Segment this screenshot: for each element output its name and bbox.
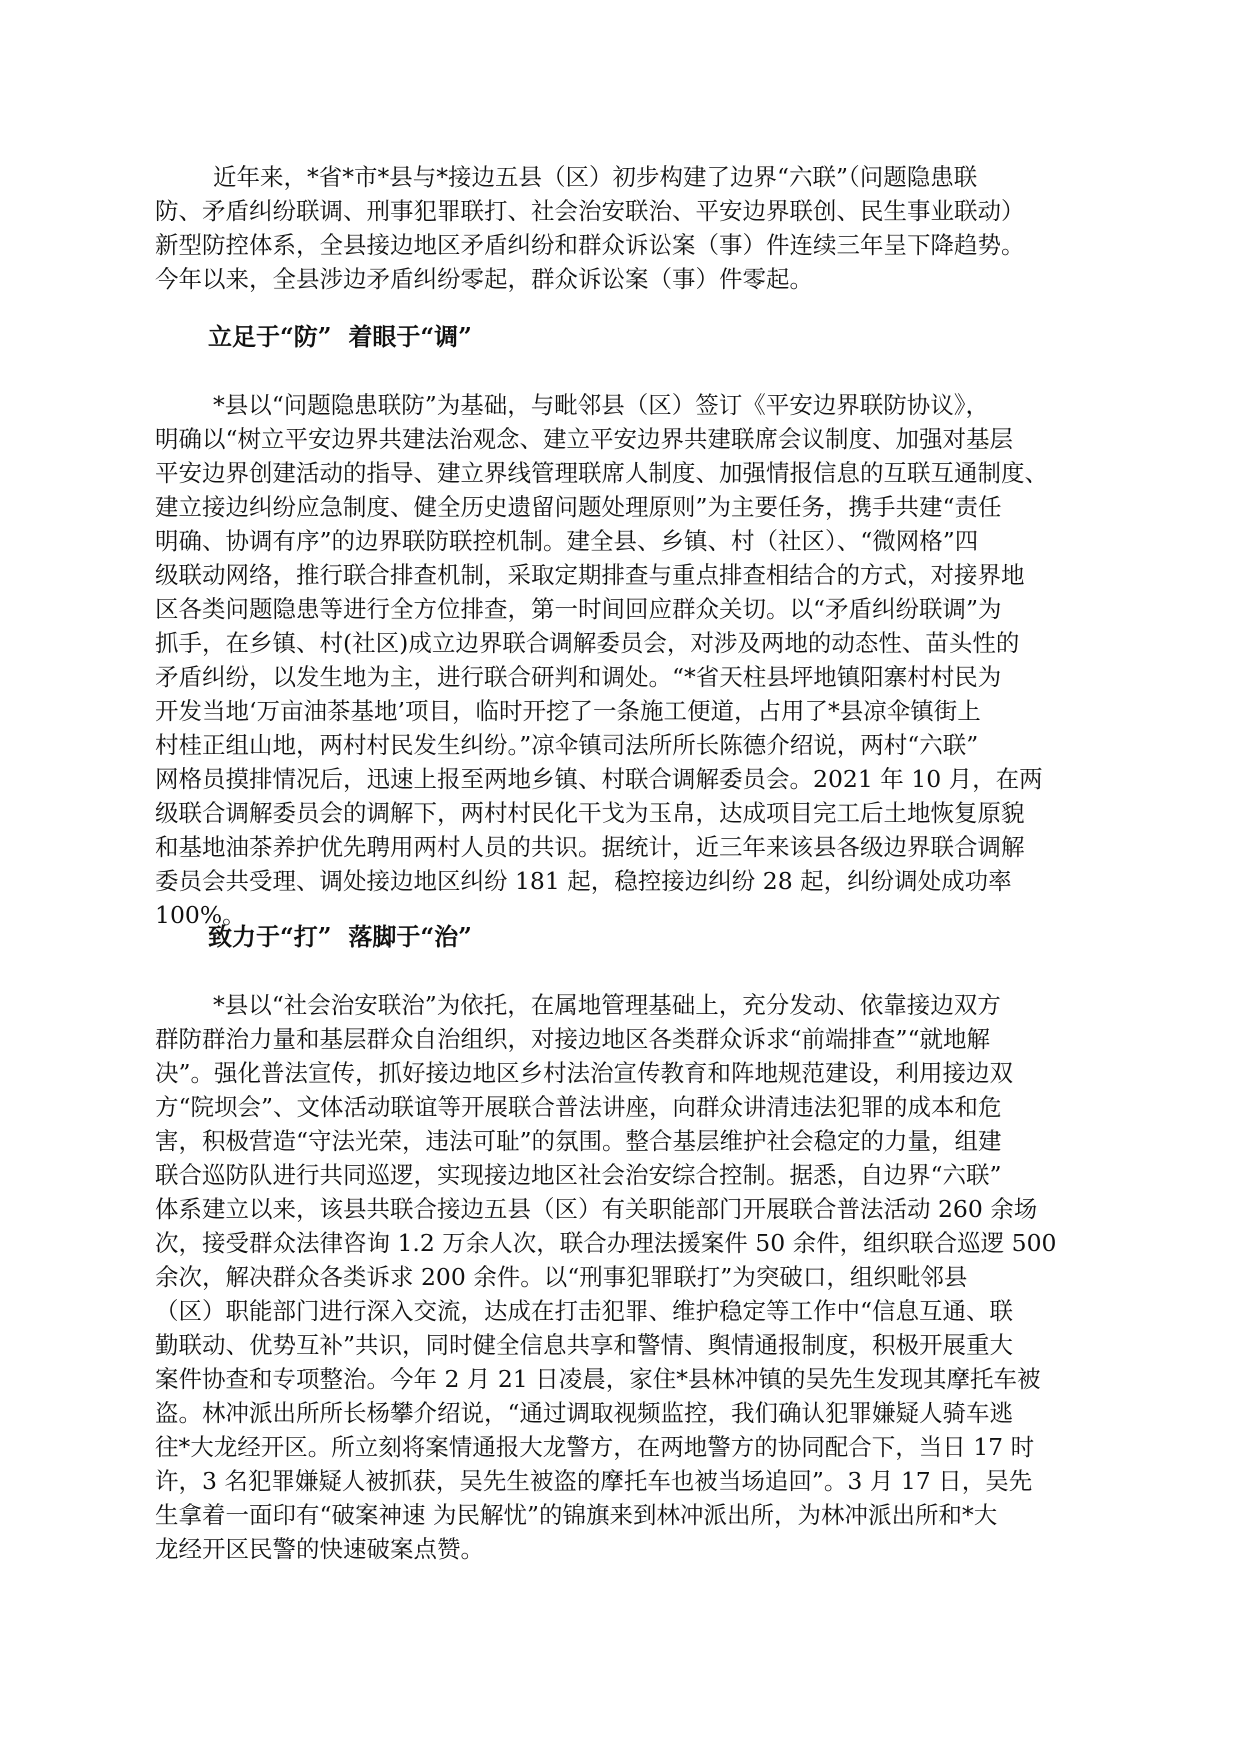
text-line: 许，3 名犯罪嫌疑人被抓获，吴先生被盗的摩托车也被当场追回”。3 月 17 日，吴先 (155, 1467, 1033, 1495)
text-line: 防、矛盾纠纷联调、刑事犯罪联打、社会治安联治、平安边界联创、民生事业联动） (155, 197, 1025, 225)
text-line: 100%。 (155, 901, 246, 929)
text-line: 委员会共受理、调处接边地区纠纷 181 起，稳控接边纠纷 28 起，纠纷调处成功率 (155, 867, 1012, 895)
paragraph-section-2 (155, 988, 1085, 1566)
text-line: *县以“社会治安联治”为依托，在属地管理基础上，充分发动、依靠接边双方 (213, 991, 1001, 1019)
paragraph-intro (155, 160, 1085, 296)
section-heading-2: 致力于“打” 落脚于“治” (208, 922, 472, 951)
text-line: 勤联动、优势互补”共识，同时健全信息共享和警情、舆情通报制度，积极开展重大 (155, 1331, 1014, 1359)
paragraph-section-1 (155, 388, 1085, 932)
text-line: 网格员摸排情况后，迅速上报至两地乡镇、村联合调解委员会。2021 年 10 月，在两 (155, 765, 1043, 793)
text-line: 新型防控体系，全县接边地区矛盾纠纷和群众诉讼案（事）件连续三年呈下降趋势。 (155, 231, 1025, 259)
text-line: 群防群治力量和基层群众自治组织，对接边地区各类群众诉求“前端排查”“就地解 (155, 1025, 991, 1053)
text-line: 矛盾纠纷，以发生地为主，进行联合研判和调处。“*省天柱县坪地镇阳寨村村民为 (155, 663, 1002, 691)
text-line: 余次，解决群众各类诉求 200 余件。以“刑事犯罪联打”为突破口，组织毗邻县 (155, 1263, 968, 1291)
text-line: （区）职能部门进行深入交流，达成在打击犯罪、维护稳定等工作中“信息互通、联 (155, 1297, 1014, 1325)
text-line: 盗。林冲派出所所长杨攀介绍说，“通过调取视频监控，我们确认犯罪嫌疑人骑车逃 (155, 1399, 1014, 1427)
text-line: 往*大龙经开区。所立刻将案情通报大龙警方，在两地警方的协同配合下，当日 17 时 (155, 1433, 1035, 1461)
text-line: 和基地油茶养护优先聘用两村人员的共识。据统计，近三年来该县各级边界联合调解 (155, 833, 1025, 861)
text-line: 平安边界创建活动的指导、建立界线管理联席人制度、加强情报信息的互联互通制度、 (155, 459, 1048, 487)
text-line: 联合巡防队进行共同巡逻，实现接边地区社会治安综合控制。据悉，自边界“六联” (155, 1161, 1002, 1189)
text-line: 区各类问题隐患等进行全方位排查，第一时间回应群众关切。以“矛盾纠纷联调”为 (155, 595, 1002, 623)
text-line: 今年以来，全县涉边矛盾纠纷零起，群众诉讼案（事）件零起。 (155, 265, 813, 293)
text-line: 近年来，*省*市*县与*接边五县（区）初步构建了边界“六联”（问题隐患联 (213, 163, 978, 191)
text-line: 明确、协调有序”的边界联防联控机制。建全县、乡镇、村（社区）、“微网格”四 (155, 527, 979, 555)
text-line: 决”。强化普法宣传，抓好接边地区乡村法治宣传教育和阵地规范建设，利用接边双 (155, 1059, 1014, 1087)
text-line: 害，积极营造“守法光荣，违法可耻”的氛围。整合基层维护社会稳定的力量，组建 (155, 1127, 1002, 1155)
text-line: 次，接受群众法律咨询 1.2 万余人次，联合办理法援案件 50 余件，组织联合巡逻 500 (155, 1229, 1057, 1257)
text-line: 级联动网络，推行联合排查机制，采取定期排查与重点排查相结合的方式，对接界地 (155, 561, 1025, 589)
text-line: 龙经开区民警的快速破案点赞。 (155, 1535, 484, 1563)
text-line: 开发当地‘万亩油茶基地’项目，临时开挖了一条施工便道，占用了*县凉伞镇街上 (155, 697, 981, 725)
text-line: *县以“问题隐患联防”为基础，与毗邻县（区）签订《平安边界联防协议》， (213, 391, 990, 419)
text-line: 体系建立以来，该县共联合接边五县（区）有关职能部门开展联合普法活动 260 余场 (155, 1195, 1038, 1223)
text-line: 生拿着一面印有“破案神速 为民解忧”的锦旗来到林冲派出所，为林冲派出所和*大 (155, 1501, 998, 1529)
text-line: 案件协查和专项整治。今年 2 月 21 日凌晨，家住*县林冲镇的吴先生发现其摩托车被 (155, 1365, 1041, 1393)
text-line: 方“院坝会”、文体活动联谊等开展联合普法讲座，向群众讲清违法犯罪的成本和危 (155, 1093, 1002, 1121)
text-line: 抓手，在乡镇、村(社区)成立边界联合调解委员会，对涉及两地的动态性、苗头性的 (155, 629, 1020, 657)
text-line: 级联合调解委员会的调解下，两村村民化干戈为玉帛，达成项目完工后土地恢复原貌 (155, 799, 1025, 827)
section-heading-1: 立足于“防” 着眼于“调” (208, 322, 472, 351)
text-line: 明确以“树立平安边界共建法治观念、建立平安边界共建联席会议制度、加强对基层 (155, 425, 1014, 453)
text-line: 村桂正组山地，两村村民发生纠纷。”凉伞镇司法所所长陈德介绍说，两村“六联” (155, 731, 979, 759)
text-line: 建立接边纠纷应急制度、健全历史遗留问题处理原则”为主要任务，携手共建“责任 (155, 493, 1002, 521)
